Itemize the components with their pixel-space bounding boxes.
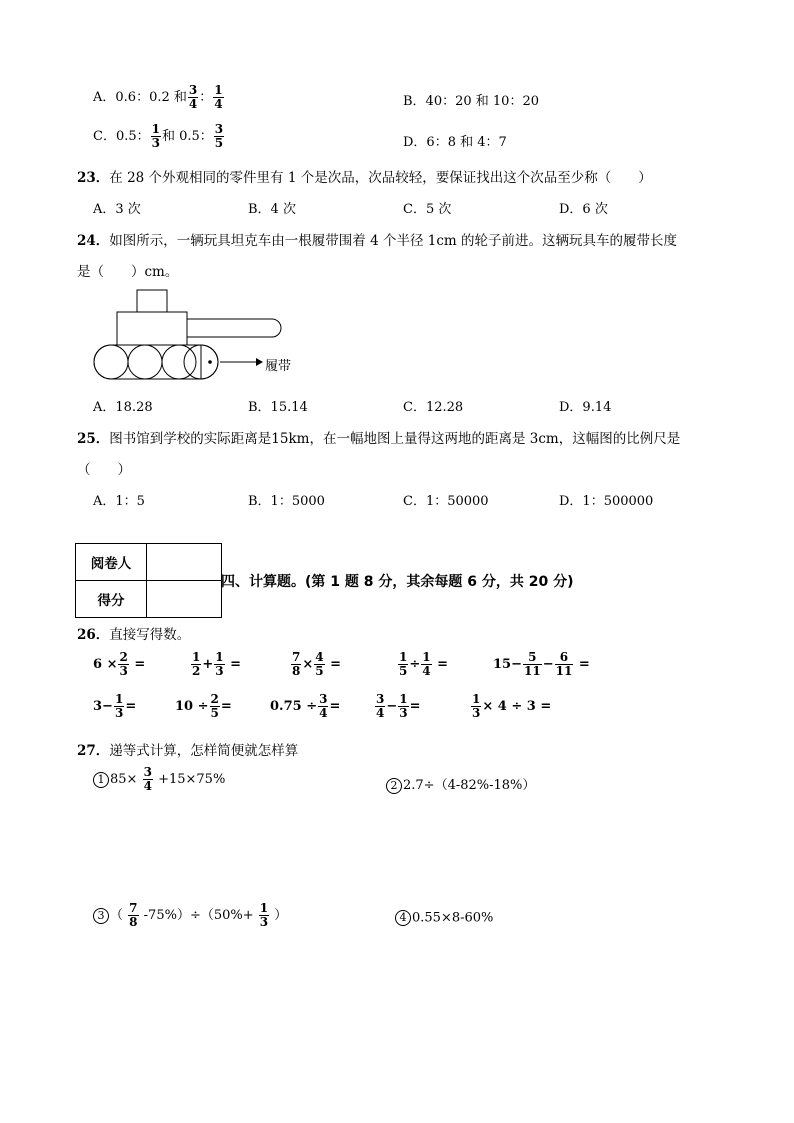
q27-part-2: 2 2.7÷（4-82%-18%） [386, 774, 535, 794]
q22-option-d[interactable]: D．6：8 和 4：7 [403, 135, 507, 150]
wheel [94, 345, 128, 379]
option-text: 和 0.5： [161, 129, 213, 144]
question-number: 25． [77, 431, 110, 447]
q25-stem-line2: （ ） [77, 462, 131, 478]
circled-number: 4 [395, 910, 411, 926]
tank-barrel [187, 319, 281, 337]
option-text: A．0.6：0.2 和 [93, 90, 187, 105]
q22-option-b[interactable]: B．40：20 和 10：20 [403, 94, 539, 109]
score-field[interactable] [147, 581, 222, 618]
q24-stem [77, 229, 677, 249]
fraction: $\frac{1}{3}$ [151, 122, 160, 150]
q24-option-b[interactable]: B．15.14 [248, 400, 308, 415]
calc-expression: $\frac{1}{3}$ × 4 ÷ 3 = [472, 692, 552, 720]
question-text: 递等式计算，怎样简便就怎样算 [109, 743, 299, 759]
score-box [75, 543, 222, 618]
question-number: 27． [77, 743, 110, 759]
q26-stem [77, 623, 190, 643]
wheel [162, 345, 196, 379]
question-text: 在 28 个外观相同的零件里有 1 个是次品，次品较轻，要保证找出这个次品至少称（ ） [109, 170, 652, 186]
reviewer-label: 阅卷人 [76, 544, 147, 581]
q25-option-a[interactable]: A．1：5 [93, 494, 145, 509]
question-text: 图书馆到学校的实际距离是15km，在一幅地图上量得这两地的距离是 3cm，这幅图的比例尺是 [109, 431, 681, 447]
option-text: C．0.5： [93, 129, 150, 144]
wheel-center [208, 360, 212, 364]
question-text: 直接写得数。 [109, 627, 191, 643]
tank-body [117, 312, 187, 345]
calc-expression: $\frac{3}{4}$ − $\frac{1}{3}$ = [376, 692, 421, 720]
calc-expression: $\frac{7}{8}$ × $\frac{4}{5}$ = [292, 650, 342, 678]
q24-option-c[interactable]: C．12.28 [403, 400, 464, 415]
track-label: 履带 [265, 359, 292, 374]
question-text: 如图所示，一辆玩具坦克车由一根履带围着 4 个半径 1cm 的轮子前进。这辆玩具车的履带长度 [109, 233, 678, 249]
calc-expression: 10 ÷ $\frac{2}{5}$ = [175, 692, 232, 720]
q25-option-d[interactable]: D．1：500000 [559, 494, 654, 509]
q27-part-1: 1 85× $\frac{3}{4}$ +15×75% [93, 766, 225, 793]
q23-option-b[interactable]: B．4 次 [248, 202, 296, 217]
arrowhead [256, 358, 263, 366]
q22-option-c[interactable] [93, 123, 225, 150]
tank-track [94, 345, 218, 379]
circled-number: 1 [93, 772, 109, 788]
tank-turret-top [137, 290, 167, 312]
fraction: $\frac{1}{4}$ [214, 83, 223, 111]
q23-stem [77, 166, 652, 186]
calc-expression: 3− $\frac{1}{3}$ = [93, 692, 137, 720]
q27-part-3: 3 （ $\frac{7}{8}$ -75%）÷（50%+ $\frac{1}{3}$ ） [93, 902, 287, 929]
fraction: $\frac{3}{5}$ [214, 122, 224, 150]
option-text: ： [199, 90, 213, 105]
q27-stem [77, 739, 298, 759]
q24-option-a[interactable]: A．18.28 [93, 400, 153, 415]
q23-option-c[interactable]: C．5 次 [403, 202, 452, 217]
question-number: 23． [77, 170, 110, 186]
section-title: 四、计算题。(第 1 题 8 分，其余每题 6 分，共 20 分) [221, 574, 574, 590]
q22-option-a[interactable] [93, 84, 225, 111]
score-label: 得分 [76, 581, 147, 618]
q25-option-c[interactable]: C．1：50000 [403, 494, 489, 509]
q24-stem-line2: 是（ ）cm。 [77, 264, 179, 280]
q23-option-d[interactable]: D．6 次 [559, 202, 608, 217]
q25-stem [77, 427, 680, 447]
q23-option-a[interactable]: A．3 次 [93, 202, 141, 217]
wheel [128, 345, 162, 379]
calc-expression: $\frac{1}{5}$ ÷ $\frac{1}{4}$ = [399, 650, 449, 678]
circled-number: 3 [93, 908, 109, 924]
question-number: 24． [77, 233, 110, 249]
calc-expression: 15− $\frac{5}{11}$ − $\frac{6}{11}$ = [493, 650, 590, 678]
calc-expression: 0.75 ÷ $\frac{3}{4}$ = [270, 692, 341, 720]
question-number: 26． [77, 627, 110, 643]
circled-number: 2 [386, 778, 402, 794]
q25-option-b[interactable]: B．1：5000 [248, 494, 325, 509]
q27-part-4: 4 0.55×8-60% [395, 910, 493, 926]
q24-option-d[interactable]: D．9.14 [559, 400, 612, 415]
reviewer-field[interactable] [147, 544, 222, 581]
fraction: $\frac{3}{4}$ [188, 83, 198, 111]
calc-expression: $\frac{1}{2}$ + $\frac{1}{3}$ = [192, 650, 242, 678]
calc-expression: 6 × $\frac{2}{3}$ = [93, 650, 146, 678]
